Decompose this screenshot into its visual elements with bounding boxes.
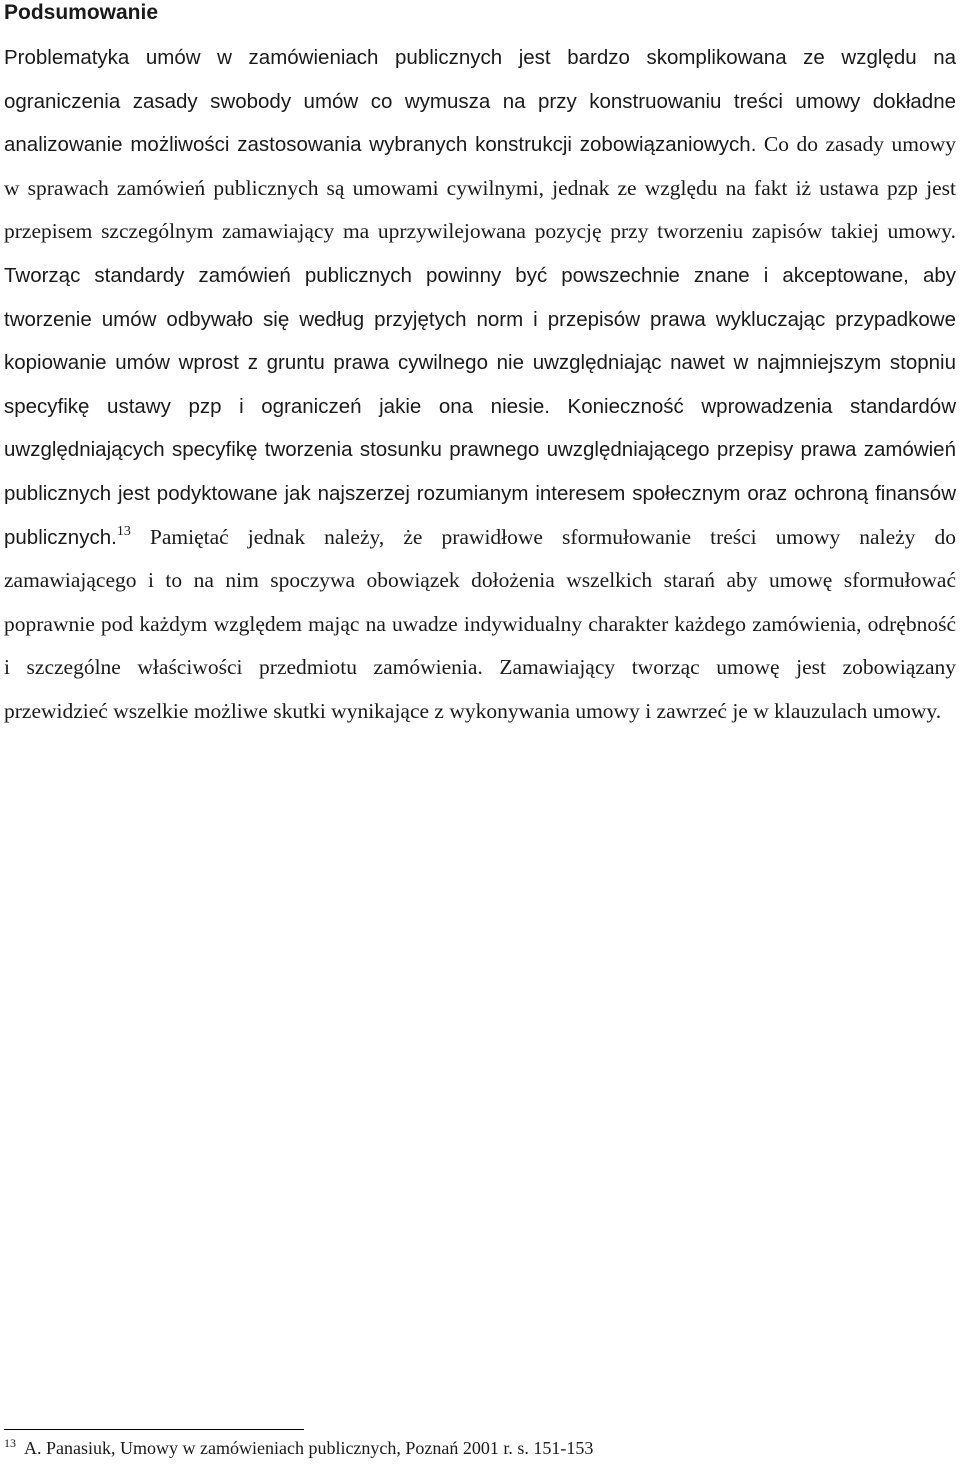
document-page <box>4 0 956 1468</box>
footnote-separator <box>4 1429 304 1430</box>
footnote-reference[interactable]: 13 <box>116 523 131 539</box>
footnote <box>4 1436 593 1460</box>
footnote-text: A. Panasiuk, Umowy w zamówieniach publicznych, Poznań 2001 r. s. 151-153 <box>24 1438 594 1458</box>
footnote-number: 13 <box>4 1436 16 1450</box>
paragraph-part-2: Co do zasady umowy w sprawach zamówień publicznych są umowami cywilnymi, jednak ze względu na fakt iż ustawa pzp jest przepisem szczególnym zamawiający ma uprzywilejowana pozycję przy tworzeniu zapisów takiej umowy. <box>4 132 956 244</box>
paragraph-part-3: Tworząc standardy zamówień publicznych powinny być powszechnie znane i akceptowane, aby tworzenie umów odbywało się według przyjętych norm i przepisów prawa wykluczając przypadkowe kopiowanie umów wprost z gruntu prawa cywilnego nie uwzględniając nawet w najmniejszym stopniu specyfikę ustawy pzp i ograniczeń jakie ona niesie. Konieczność wprowadzenia standardów uwzględniających specyfikę tworzenia stosunku prawnego uwzględniającego przepisy prawa zamówień publicznych jest podyktowane jak najszerzej rozumianym interesem społecznym oraz ochroną finansów publicznych. <box>4 263 956 549</box>
paragraph-part-1: Problematyka umów w zamówieniach publicznych jest bardzo skomplikowana ze względu na ograniczenia zasady swobody umów co wymusza na przy konstruowaniu treści umowy dokładne analizowanie możliwości zastosowania wybranych konstrukcji zobowiązaniowych. <box>4 46 956 157</box>
paragraph-part-4: Pamiętać jednak należy, że prawidłowe sformułowanie treści umowy należy do zamawiającego i to na nim spoczywa obowiązek dołożenia wszelkich starań aby umowę sformułować poprawnie pod każdym względem mając na uwadze indywidualny charakter każdego zamówienia, odrębność i szczególne właściwości przedmiotu zamówienia. Zamawiający tworząc umowę jest zobowiązany przewidzieć wszelkie możliwe skutki wynikające z wykonywania umowy i zawrzeć je w klauzulach umowy. <box>4 524 956 723</box>
section-heading: Podsumowanie <box>4 1 159 24</box>
summary-paragraph <box>4 36 956 734</box>
